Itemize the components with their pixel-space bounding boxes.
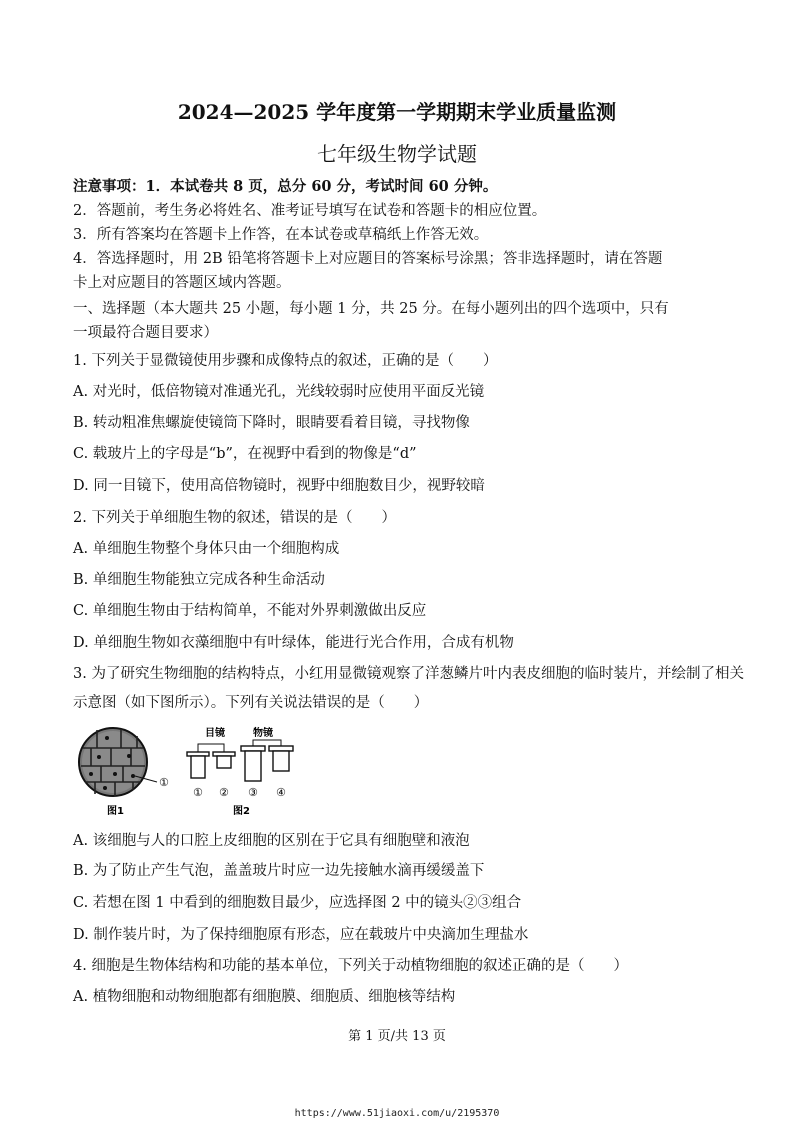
eyepiece-label: 目镜: [205, 728, 225, 739]
q4-stem: 4. 细胞是生物体结构和功能的基本单位，下列关于动植物细胞的叙述正确的是（ ）: [73, 958, 628, 974]
q3-stem-1: 3. 为了研究生物细胞的结构特点，小红用显微镜观察了洋葱鳞片叶内表皮细胞的临时装片，并绘制了相关: [73, 666, 744, 682]
lens-number-2: ②: [219, 786, 229, 799]
figure-1-marker: ①: [159, 776, 169, 789]
q1-option-b: B. 转动粗准焦螺旋使镜筒下降时，眼睛要看着目镜，寻找物像: [73, 415, 470, 431]
q2-option-c: C. 单细胞生物由于结构简单，不能对外界刺激做出反应: [73, 603, 427, 619]
notes-line-4a: 4．答选择题时，用 2B 铅笔将答题卡上对应题目的答案标号涂黑；答非选择题时，请在答题: [73, 251, 663, 267]
notes-line-1: 注意事项：1．本试卷共 8 页，总分 60 分，考试时间 60 分钟。: [73, 178, 498, 195]
lens-number-1: ①: [193, 786, 203, 799]
q3-figure: [73, 724, 303, 820]
q3-stem-2: 示意图（如下图所示）。下列有关说法错误的是（ ）: [73, 695, 429, 711]
exam-subtitle: 七年级生物学试题: [317, 142, 477, 166]
lens-number-4: ④: [276, 786, 286, 799]
q3-option-b: B. 为了防止产生气泡，盖盖玻片时应一边先接触水滴再缓缓盖下: [73, 863, 485, 879]
figure-2-label: 图2: [233, 806, 250, 817]
lens-number-3: ③: [248, 786, 258, 799]
notes-line-3: 3．所有答案均在答题卡上作答，在本试卷或草稿纸上作答无效。: [73, 227, 489, 243]
q1-option-d: D. 同一目镜下，使用高倍物镜时，视野中细胞数目少，视野较暗: [73, 478, 485, 494]
section-heading-2: 一项最符合题目要求）: [73, 325, 218, 341]
page-footer: 第 1 页/共 13 页: [348, 1029, 446, 1044]
notes-line-2: 2．答题前，考生务必将姓名、准考证号填写在试卷和答题卡的相应位置。: [73, 203, 547, 219]
q2-stem: 2. 下列关于单细胞生物的叙述，错误的是（ ）: [73, 510, 396, 526]
figure-2-lenses: [187, 726, 293, 817]
q1-option-a: A. 对光时，低倍物镜对准通光孔，光线较弱时应使用平面反光镜: [73, 384, 485, 400]
q3-option-c: C. 若想在图 1 中看到的细胞数目最少，应选择图 2 中的镜头②③组合: [73, 895, 522, 911]
objective-label: 物镜: [253, 728, 273, 739]
q1-option-c: C. 载玻片上的字母是“b”，在视野中看到的物像是“d”: [73, 446, 417, 462]
watermark-url[interactable]: https://www.51jiaoxi.com/u/2195370: [294, 1108, 500, 1119]
figure-1-field-of-view: [79, 728, 169, 817]
q2-option-a: A. 单细胞生物整个身体只由一个细胞构成: [73, 541, 340, 557]
q2-option-b: B. 单细胞生物能独立完成各种生命活动: [73, 572, 325, 588]
figure-1-label: 图1: [107, 806, 124, 817]
notes-line-4b: 卡上对应题目的答题区域内答题。: [73, 275, 291, 291]
q1-stem: 1. 下列关于显微镜使用步骤和成像特点的叙述，正确的是（ ）: [73, 353, 498, 369]
q3-option-a: A. 该细胞与人的口腔上皮细胞的区别在于它具有细胞壁和液泡: [73, 833, 470, 849]
section-heading-1: 一、选择题（本大题共 25 小题，每小题 1 分，共 25 分。在每小题列出的四个选项中，只有: [73, 301, 669, 317]
exam-title: 2024—2025 学年度第一学期期末学业质量监测: [177, 100, 617, 124]
q4-option-a: A. 植物细胞和动物细胞都有细胞膜、细胞质、细胞核等结构: [73, 989, 456, 1005]
q2-option-d: D. 单细胞生物如衣藻细胞中有叶绿体，能进行光合作用，合成有机物: [73, 635, 514, 651]
q3-option-d: D. 制作装片时，为了保持细胞原有形态，应在载玻片中央滴加生理盐水: [73, 927, 529, 943]
